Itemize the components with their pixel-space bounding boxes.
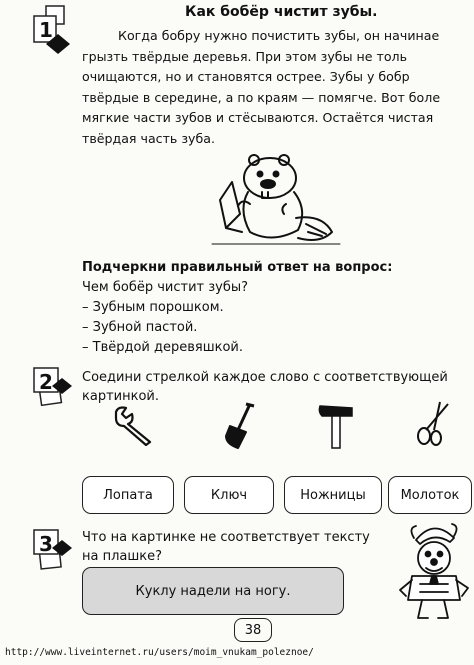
word-box-scissors[interactable]: Ножницы	[284, 476, 382, 514]
text-line: грызть твёрдые деревья. При этом зубы не толь	[82, 48, 408, 64]
text-line: Когда бобру нужно почистить зубы, он начинае	[118, 28, 440, 43]
task-1-title: Как бобёр чистит зубы.	[185, 4, 378, 20]
answer-option[interactable]: – Твёрдой деревяшкой.	[82, 340, 244, 355]
answer-option[interactable]: – Зубной пастой.	[82, 320, 198, 335]
word-box-wrench[interactable]: Ключ	[184, 476, 274, 514]
text-line: на плашке?	[82, 549, 163, 564]
word-box-shovel[interactable]: Лопата	[82, 476, 174, 514]
shovel-icon[interactable]	[220, 402, 256, 450]
answer-option[interactable]: – Зубным порошком.	[82, 300, 224, 315]
wrench-icon[interactable]	[112, 404, 156, 446]
hammer-icon[interactable]	[316, 402, 356, 450]
text-line: картинкой.	[82, 389, 159, 404]
text-line: Что на картинке не соответствует тексту	[82, 530, 370, 545]
footer-url[interactable]: http://www.liveinternet.ru/users/moim_vnukam_poleznoe/	[5, 647, 314, 658]
scissors-icon[interactable]	[414, 400, 454, 448]
svg-text:1: 1	[39, 18, 53, 42]
question-heading: Подчеркни правильный ответ на вопрос:	[82, 260, 393, 275]
question-text: Чем бобёр чистит зубы?	[82, 280, 249, 295]
text-line: мягкие части зубов и стёсываются. Остаётся чистая	[82, 110, 434, 125]
svg-text:2: 2	[39, 370, 53, 394]
beaver-illustration	[210, 148, 345, 248]
text-line: твёрдая часть зуба.	[82, 130, 215, 146]
task-1-text	[82, 26, 470, 149]
task-3-number-icon	[30, 526, 76, 576]
task-2-text	[82, 368, 470, 406]
text-line: твёрдые в середине, а по краям — помягче. Вот боле	[82, 89, 441, 105]
plaque: Куклу надели на ногу.	[82, 567, 344, 615]
task-1-number-icon	[30, 4, 76, 54]
svg-text:3: 3	[39, 532, 53, 556]
task-2-number-icon	[30, 362, 76, 412]
page-number: 38	[234, 618, 272, 642]
word-box-hammer[interactable]: Молоток	[388, 476, 472, 514]
doll-illustration	[398, 520, 470, 620]
text-line: очищаются, но и становятся острее. Зубы у бобр	[82, 69, 410, 84]
text-line: Соедини стрелкой каждое слово с соответствующей	[82, 370, 448, 385]
task-3-text	[82, 528, 370, 566]
